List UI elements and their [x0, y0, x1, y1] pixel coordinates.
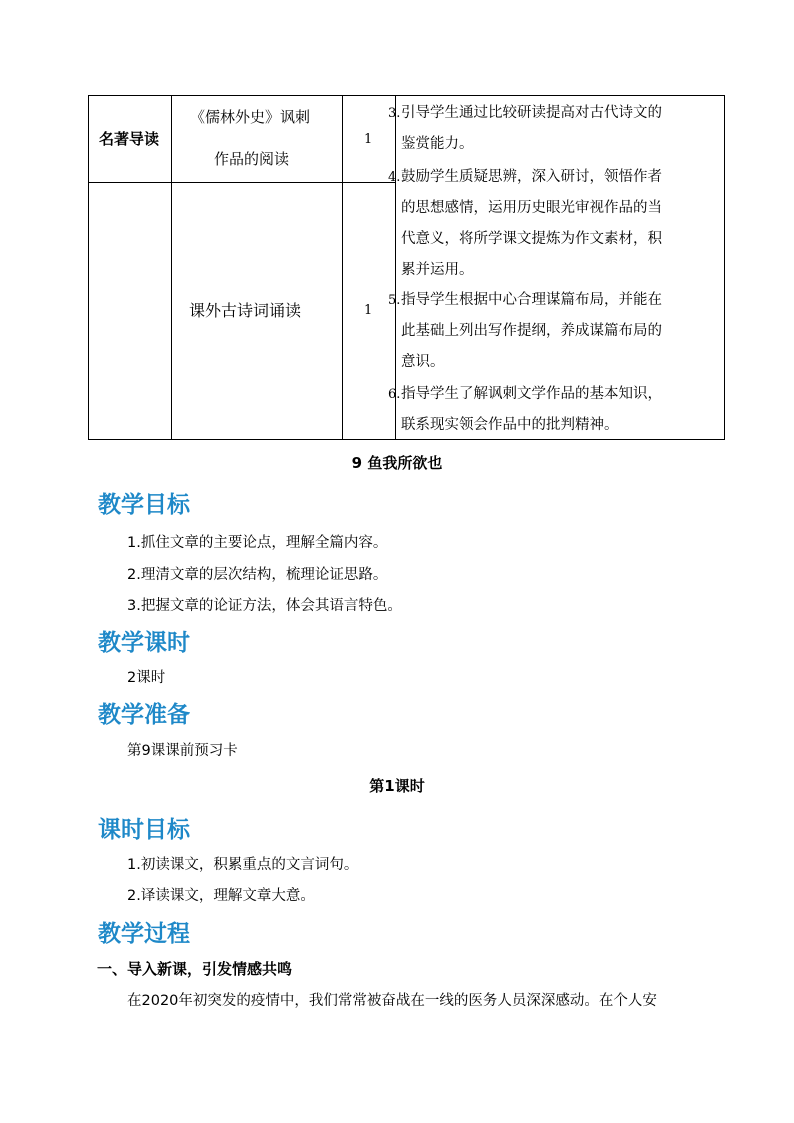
session-goal-item: 2.译读课文，理解文章大意。 [127, 888, 315, 904]
table-divider [89, 182, 395, 183]
teaching-process-heading: 教学过程 [98, 921, 190, 947]
objective-item: 5. 指导学生根据中心合理谋篇布局，并能在 此基础上列出写作提纲，养成谋篇布局的 意识。 [388, 292, 662, 370]
teaching-hours-heading: 教学课时 [98, 630, 190, 656]
process-step-heading: 一、导入新课，引发情感共鸣 [97, 960, 293, 978]
objective-item: 4. 鼓励学生质疑思辨，深入研讨，领悟作者 的思想感情，运用历史眼光审视作品的当 代意义，将所学课文提炼为作文素材，积 累并运用。 [388, 169, 662, 278]
objective-item: 3. 引导学生通过比较研读提高对古代诗文的 鉴赏能力。 [388, 105, 662, 152]
objective-item: 6. 指导学生了解讽刺文学作品的基本知识， 联系现实领会作品中的批判精神。 [388, 386, 662, 433]
session-goals-heading: 课时目标 [98, 817, 190, 843]
process-paragraph: 在2020年初突发的疫情中，我们常常被奋战在一线的医务人员深深感动。在个人安 [127, 993, 657, 1009]
teaching-prep-value: 第9课课前预习卡 [127, 743, 238, 759]
session-title: 第1课时 [369, 777, 425, 795]
table-divider [171, 96, 172, 439]
teaching-goal-item: 2.理清文章的层次结构，梳理论证思路。 [127, 567, 388, 583]
table-hours-cell: 1 [364, 303, 373, 318]
teaching-prep-heading: 教学准备 [98, 702, 190, 728]
curriculum-table [88, 95, 725, 440]
table-divider [342, 96, 343, 439]
session-goal-item: 1.初读课文，积累重点的文言词句。 [127, 857, 359, 873]
table-title-cell-line1: 《儒林外史》讽刺 [190, 108, 311, 126]
table-title-cell: 课外古诗词诵读 [189, 301, 302, 320]
table-hours-cell: 1 [364, 132, 373, 147]
teaching-hours-value: 2课时 [127, 670, 166, 686]
teaching-goal-item: 3.把握文章的论证方法，体会其语言特色。 [127, 598, 402, 614]
teaching-goals-heading: 教学目标 [98, 492, 190, 518]
teaching-goal-item: 1.抓住文章的主要论点，理解全篇内容。 [127, 535, 388, 551]
table-category-cell: 名著导读 [99, 130, 160, 148]
lesson-title: 9 鱼我所欲也 [351, 454, 443, 472]
table-title-cell-line2: 作品的阅读 [214, 150, 290, 168]
